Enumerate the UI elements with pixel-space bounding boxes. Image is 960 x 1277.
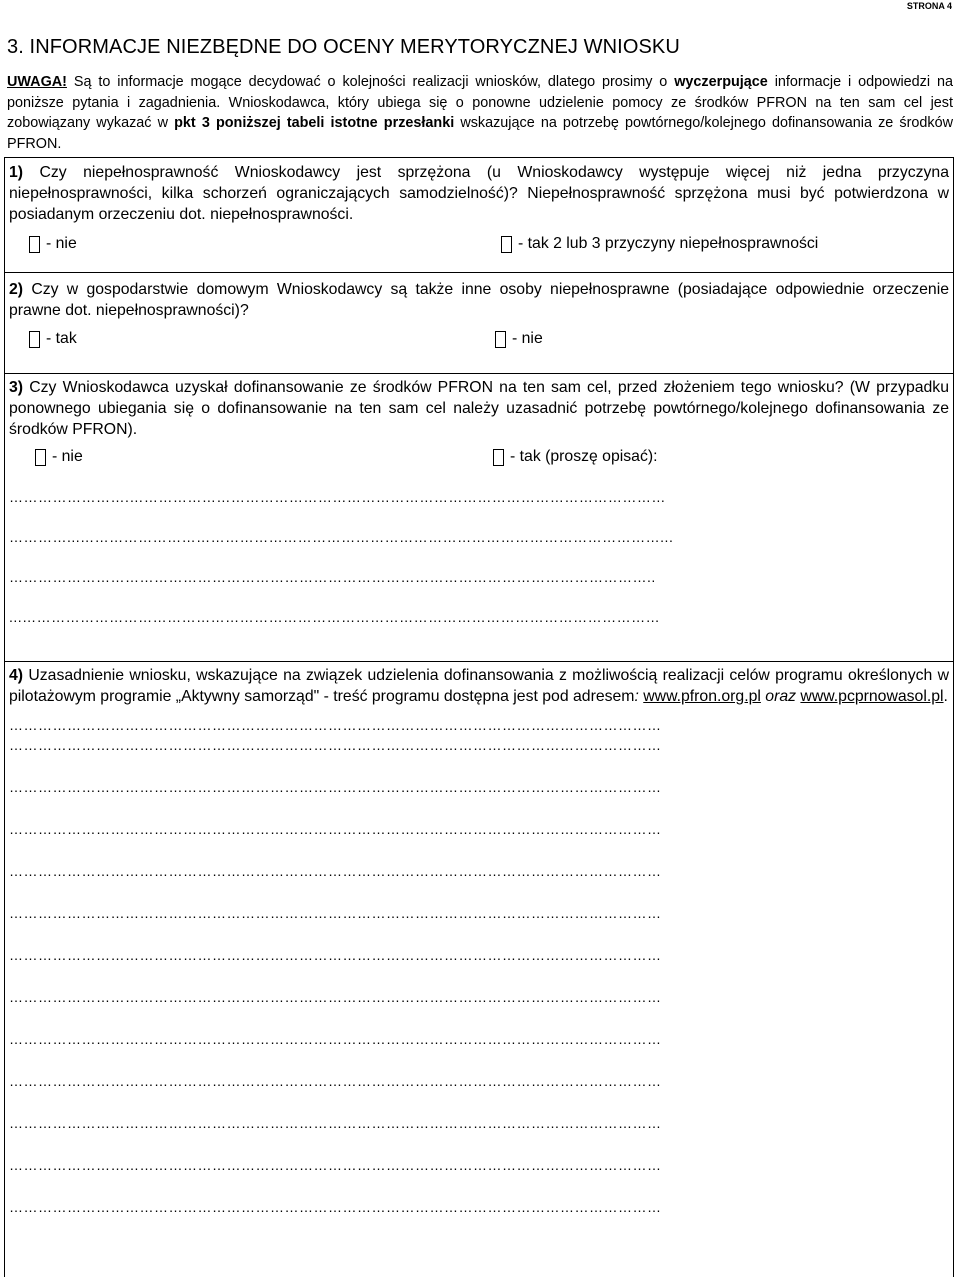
answer-line[interactable]: ………………………………………………………………………………………………………………………: [9, 1073, 662, 1089]
questions-table: [4, 157, 954, 1277]
checkbox[interactable]: [35, 449, 46, 466]
answer-line[interactable]: ……………………………………………………………………………………………………………………..: [9, 569, 656, 585]
answer-line[interactable]: ………………………………………………………………………………………………………………………: [9, 717, 662, 733]
q3-option-tak[interactable]: - tak (proszę opisać):: [493, 448, 658, 466]
answer-line[interactable]: ………………………………………………………………………………………………………………………: [9, 863, 662, 879]
answer-line[interactable]: …………………….…………………………………………………………………………………………………: [9, 489, 666, 505]
pfron-link[interactable]: www.pfron.org.pl: [643, 688, 761, 705]
question-2-text: 2) Czy w gospodarstwie domowym Wnioskodawcy są także inne osoby niepełnosprawne (posiadające odpowiednie orzeczenie prawne dot. niepełnosprawności)?: [9, 281, 949, 319]
section-title: 3. INFORMACJE NIEZBĘDNE DO OCENY MERYTORYCZNEJ WNIOSKU: [7, 36, 680, 58]
pcpr-link[interactable]: www.pcprnowasol.pl: [800, 688, 944, 705]
answer-line[interactable]: …………...…………………………………………………………………………………………………………...: [9, 529, 674, 545]
answer-line[interactable]: ………………………………………………………………………………………………………………………: [9, 1115, 662, 1131]
checkbox[interactable]: [501, 236, 512, 253]
answer-line[interactable]: ………………………………………………………………………………………………………………………: [9, 821, 662, 837]
checkbox[interactable]: [29, 331, 40, 348]
answer-line[interactable]: ………………………………………………………………………………………………………………………: [9, 905, 662, 921]
question-1: [5, 162, 953, 273]
answer-line[interactable]: ………………………………………………………………………………………………………………………: [9, 779, 662, 795]
q1-option-nie[interactable]: - nie: [29, 235, 77, 253]
warning-label: UWAGA!: [7, 74, 67, 90]
question-4-text: 4) Uzasadnienie wniosku, wskazujące na związek udzielenia dofinansowania z możliwością realizacji celów programu określonych w pilotażowym programie „Aktywny samorząd" - treść programu dostępna jest pod adresem: www.pfron.org.pl oraz www.pcprnowasol.pl.: [9, 667, 949, 705]
answer-line[interactable]: ………………………………………………………………………………………………………………………: [9, 1157, 662, 1173]
answer-line[interactable]: ………………………………………………………………………………………………………………………: [9, 989, 662, 1005]
checkbox[interactable]: [29, 236, 40, 253]
q3-answer-lines[interactable]: [9, 487, 949, 627]
answer-line[interactable]: ………………………………………………………………………………………………………………………: [9, 737, 662, 753]
answer-line[interactable]: ………………………………………………………………………………………………………………………: [9, 1199, 662, 1215]
checkbox[interactable]: [495, 331, 506, 348]
q4-answer-lines[interactable]: [9, 715, 949, 1217]
question-3: [5, 377, 953, 662]
q2-option-tak[interactable]: - tak: [29, 330, 77, 348]
answer-line[interactable]: ...……………………………………………………………………………………………………………………: [9, 609, 661, 625]
question-2: [5, 276, 953, 374]
q3-option-nie[interactable]: - nie: [35, 448, 83, 466]
q1-option-tak[interactable]: - tak 2 lub 3 przyczyny niepełnosprawności: [501, 235, 818, 253]
question-1-text: 1) Czy niepełnosprawność Wnioskodawcy jest sprzężona (u Wnioskodawcy występuje więcej niż jedna przyczyna niepełnosprawności, kilka schorzeń ograniczających samodzielność)? Niepełnosprawność sprzężona musi być potwierdzona w posiadanym orzeczeniu dot. niepełnosprawności.: [9, 164, 949, 223]
checkbox[interactable]: [493, 449, 504, 466]
answer-line[interactable]: ………………………………………………………………………………………………………………………: [9, 1031, 662, 1047]
answer-line[interactable]: ………………………………………………………………………………………………………………………: [9, 947, 662, 963]
question-3-text: 3) Czy Wnioskodawca uzyskał dofinansowanie ze środków PFRON na ten sam cel, przed złożeniem tego wniosku? (W przypadku ponownego ubiegania się o dofinansowanie na ten sam cel należy uzasadnić potrzebę powtórnego/kolejnego dofinansowania ze środków PFRON).: [9, 379, 949, 438]
page-number: STRONA 4: [906, 1, 952, 11]
question-4: [5, 665, 953, 1277]
q2-option-nie[interactable]: - nie: [495, 330, 543, 348]
intro-paragraph: UWAGA! Są to informacje mogące decydować o kolejności realizacji wniosków, dlatego prosimy o wyczerpujące informacje i odpowiedzi na poniższe pytania i zagadnienia. Wnioskodawca, który ubiega się o ponowne udzielenie pomocy ze środków PFRON na ten sam cel jest zobowiązany wykazać w pkt 3 poniższej tabeli istotne przesłanki wskazujące na potrzebę powtórnego/kolejnego dofinansowania ze środków PFRON.: [7, 74, 954, 152]
